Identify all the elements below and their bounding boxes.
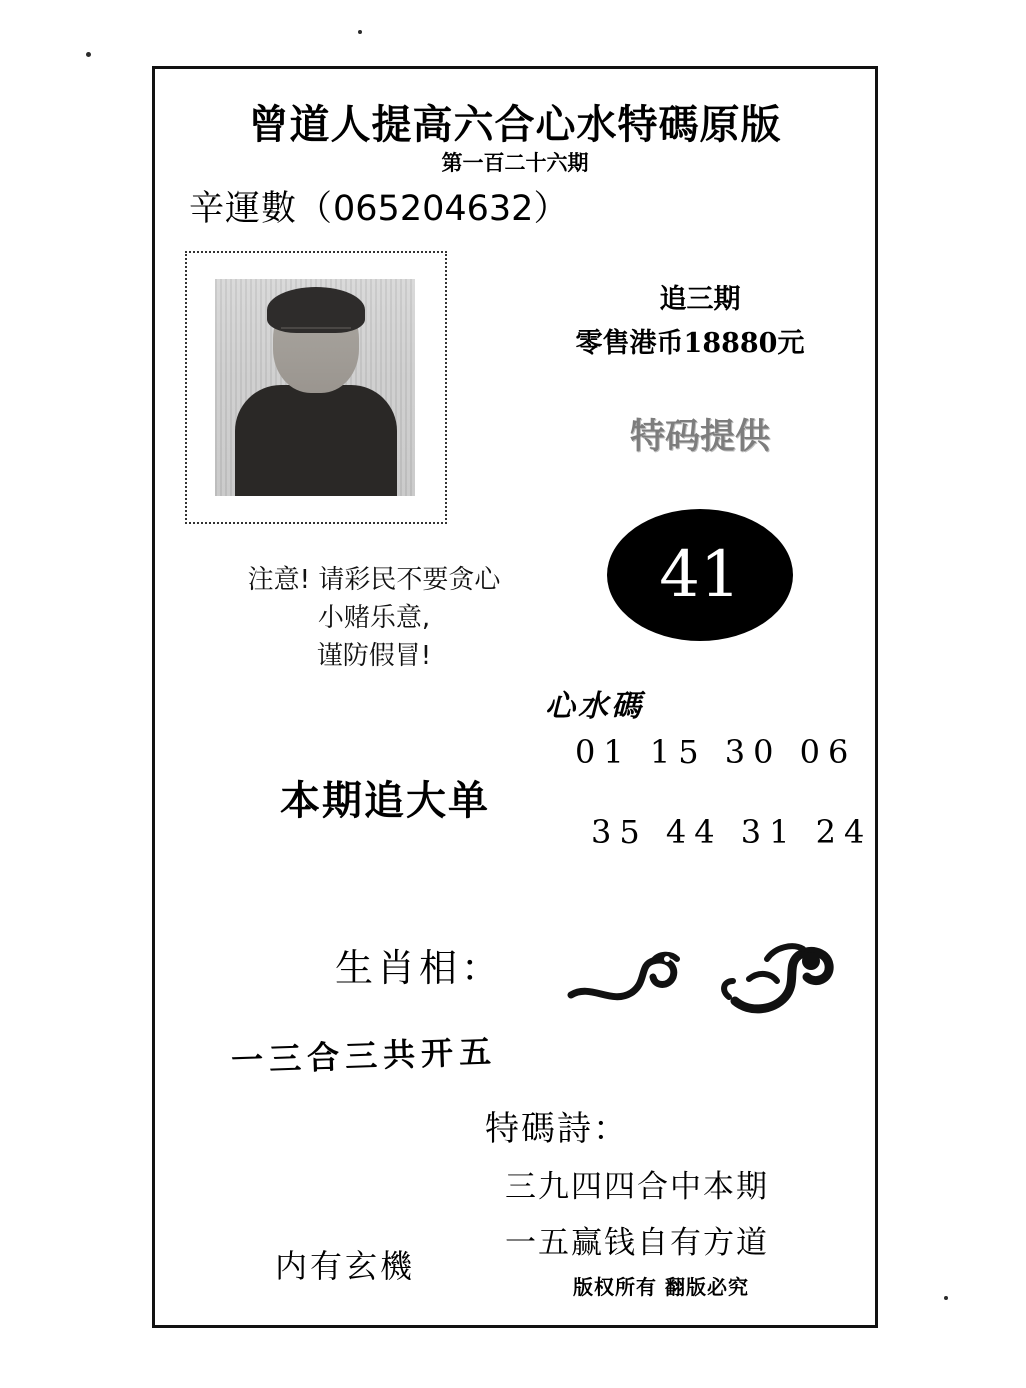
bottom-left-note: 内有玄機: [275, 1247, 416, 1285]
special-number-ball: [607, 509, 793, 641]
warning-text: [159, 561, 589, 675]
scan-speck: [944, 1296, 948, 1300]
zodiac-label: 生肖相：: [335, 946, 504, 990]
special-number-value: 41: [659, 538, 741, 612]
chase-period: 追三期: [659, 284, 741, 315]
portrait-frame: [185, 251, 447, 524]
glasses-icon: [281, 327, 351, 339]
lucky-number-line: [189, 181, 569, 231]
lottery-poster: [152, 66, 878, 1328]
heart-code-row-1: 01 15 30 06: [575, 733, 857, 771]
scan-speck: [86, 52, 91, 57]
heart-code-label: 心水碼: [545, 689, 644, 724]
special-code-label: 特码提供: [629, 416, 770, 457]
portrait-torso: [235, 385, 397, 496]
lucky-number-close: ）: [533, 189, 570, 229]
poem-line-2: 一五赢钱自有方道: [505, 1225, 769, 1261]
handwritten-note: 一三合三共开五: [230, 1032, 498, 1080]
poem-title: 特碼詩：: [485, 1109, 629, 1149]
dragon-icon: [715, 929, 845, 1025]
copyright-notice: 版权所有 翻版必究: [573, 1275, 749, 1299]
lucky-number-label: 辛運數（: [189, 189, 334, 229]
retail-price: 零售港币18880元: [575, 328, 805, 359]
heart-code-row-2: 35 44 31 24: [591, 813, 873, 851]
slogan-text: 本期追大单: [280, 777, 490, 824]
warning-line-1: 注意! 请彩民不要贪心: [247, 565, 501, 595]
warning-line-3: 谨防假冒!: [316, 641, 432, 671]
portrait-photo: [215, 279, 415, 496]
issue-number: 第一百二十六期: [441, 150, 589, 175]
page-title: 曾道人提高六合心水特碼原版: [248, 101, 782, 148]
lucky-number-value: 065204632: [333, 189, 534, 229]
snake-icon: [567, 945, 697, 1015]
scan-speck: [358, 30, 362, 34]
poem-line-1: 三九四四合中本期: [505, 1169, 769, 1205]
warning-line-2: 小赌乐意,: [317, 603, 431, 633]
